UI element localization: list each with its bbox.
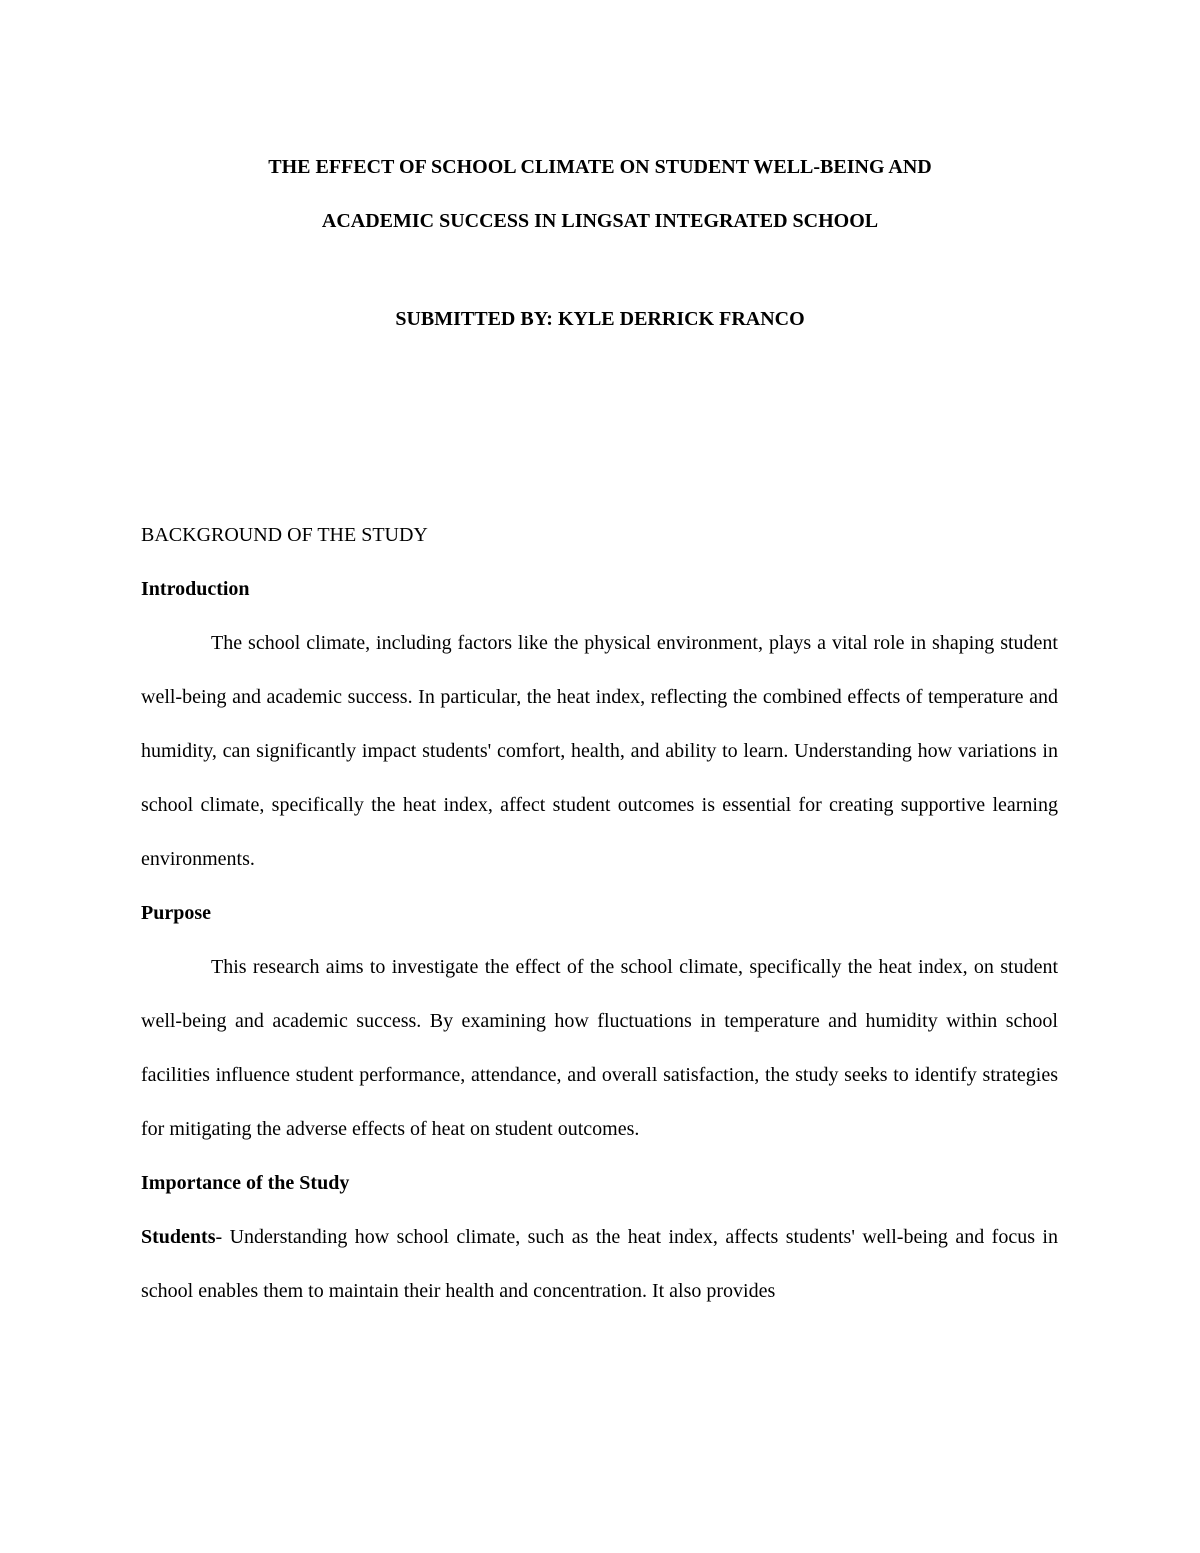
heading-purpose: Purpose: [141, 902, 211, 924]
submitted-by: SUBMITTED BY: KYLE DERRICK FRANCO: [395, 308, 805, 330]
students-lead: Students: [141, 1226, 216, 1248]
document-title: [0, 140, 1200, 248]
section-heading-background: BACKGROUND OF THE STUDY: [141, 524, 428, 546]
students-text: - Understanding how school climate, such as the heat index, affects students' well-being and focus in school enables them to maintain their health and concentration. It also provides: [141, 1226, 1058, 1302]
heading-introduction: Introduction: [141, 578, 250, 600]
title-line-1: THE EFFECT OF SCHOOL CLIMATE ON STUDENT WELL-BEING AND: [268, 156, 932, 178]
heading-importance: Importance of the Study: [141, 1172, 350, 1194]
paragraph-purpose: This research aims to investigate the effect of the school climate, specifically the heat index, on student well-being and academic success. By examining how fluctuations in temperature and humidity within school facilities influence student performance, attendance, and overall satisfaction, the study seeks to identify strategies for mitigating the adverse effects of heat on student outcomes.: [141, 956, 1058, 1140]
title-line-2: ACADEMIC SUCCESS IN LINGSAT INTEGRATED SCHOOL: [321, 210, 879, 232]
paragraph-introduction: The school climate, including factors like the physical environment, plays a vital role in shaping student well-being and academic success. In particular, the heat index, reflecting the combined effects of temperature and humidity, can significantly impact students' comfort, health, and ability to learn. Understanding how variations in school climate, specifically the heat index, affect student outcomes is essential for creating supportive learning environments.: [141, 632, 1058, 870]
paragraph-students: [141, 1210, 1058, 1318]
document-body: [141, 508, 1058, 1318]
